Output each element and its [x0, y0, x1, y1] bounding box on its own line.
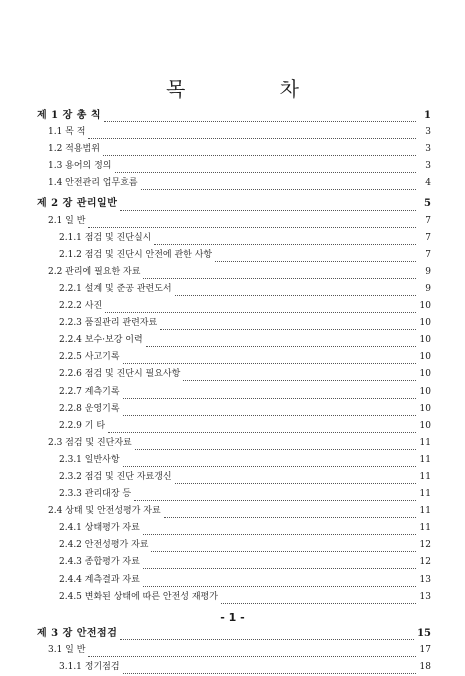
toc-entry[interactable]	[37, 141, 431, 158]
toc-leader-dots	[143, 558, 416, 569]
toc-leader-dots	[115, 162, 416, 173]
toc-entry-page: 11	[419, 506, 431, 517]
toc-entry-label: 2.2.7 계측기록	[59, 386, 120, 397]
toc-entry-label: 2.2.1 설계 및 준공 관련도서	[59, 283, 172, 294]
toc-entry-page: 7	[425, 249, 431, 260]
page-title: 목 차	[166, 77, 343, 102]
toc-entry[interactable]	[37, 213, 431, 230]
toc-entry[interactable]	[37, 247, 431, 264]
toc-entry[interactable]	[37, 298, 431, 315]
toc-entry[interactable]	[37, 452, 431, 469]
table-of-contents	[37, 107, 431, 676]
toc-entry[interactable]	[37, 401, 431, 418]
toc-leader-dots	[123, 663, 416, 674]
toc-entry-label: 2.1.2 점검 및 진단시 안전에 관한 사항	[59, 249, 213, 260]
toc-entry[interactable]	[37, 230, 431, 247]
toc-entry[interactable]	[37, 554, 431, 571]
toc-entry-page: 10	[419, 335, 431, 346]
toc-entry-label: 1.3 용어의 정의	[48, 161, 112, 172]
toc-entry[interactable]	[37, 537, 431, 554]
toc-entry-page: 10	[419, 403, 431, 414]
page-number: - 1 -	[220, 611, 245, 624]
toc-leader-dots	[143, 268, 416, 279]
toc-entry-page: 3	[425, 144, 431, 155]
toc-leader-dots	[221, 593, 416, 604]
toc-entry-page: 11	[419, 437, 431, 448]
toc-entry-page: 13	[419, 574, 431, 585]
toc-entry-label: 2.1.1 점검 및 진단실시	[59, 232, 152, 243]
toc-leader-dots	[103, 145, 416, 156]
toc-entry-page: 17	[419, 644, 431, 655]
toc-entry-page: 5	[424, 198, 431, 210]
toc-entry-page: 7	[425, 232, 431, 243]
toc-entry-label: 1.1 목 적	[48, 127, 86, 138]
toc-leader-dots	[175, 285, 416, 296]
toc-leader-dots	[146, 336, 416, 347]
toc-leader-dots	[154, 234, 416, 245]
toc-entry-label: 1.2 적용범위	[48, 144, 100, 155]
toc-entry[interactable]	[37, 520, 431, 537]
toc-entry-label: 2.2.9 기 타	[59, 420, 106, 431]
toc-leader-dots	[183, 370, 416, 381]
toc-entry-label: 1.4 안전관리 업무흐름	[48, 178, 138, 189]
toc-entry[interactable]	[37, 642, 431, 659]
toc-entry[interactable]	[37, 503, 431, 520]
toc-leader-dots	[88, 646, 416, 657]
toc-entry-label: 3.1.1 정기점검	[59, 661, 120, 672]
toc-entry-page: 9	[425, 266, 431, 277]
toc-entry-label: 2.1 일 반	[48, 215, 86, 226]
toc-entry-label: 2.4.5 변화된 상태에 따른 안전성 재평가	[59, 591, 218, 602]
toc-entry[interactable]	[37, 175, 431, 192]
toc-entry[interactable]	[37, 332, 431, 349]
toc-entry-label: 2.4 상태 및 안전성평가 자료	[48, 506, 161, 517]
toc-entry-label: 2.4.4 계측결과 자료	[59, 574, 140, 585]
toc-entry-page: 11	[419, 523, 431, 534]
toc-entry-label: 제 1 장 총 칙	[37, 110, 102, 121]
toc-entry-page: 12	[419, 557, 431, 568]
toc-entry-page: 10	[419, 318, 431, 329]
toc-entry-label: 2.2.5 사고기록	[59, 352, 120, 363]
toc-entry-page: 13	[419, 591, 431, 602]
toc-leader-dots	[123, 405, 416, 416]
toc-entry-page: 4	[425, 178, 431, 189]
toc-entry-label: 2.3.1 일반사항	[59, 454, 120, 465]
toc-leader-dots	[215, 251, 416, 262]
toc-entry-label: 2.2.3 품질관리 관련자료	[59, 318, 158, 329]
toc-leader-dots	[123, 456, 416, 467]
toc-chapter[interactable]	[37, 195, 431, 212]
toc-entry-label: 제 2 장 관리일반	[37, 198, 118, 210]
toc-entry-page: 12	[419, 540, 431, 551]
toc-entry-page: 11	[419, 489, 431, 500]
toc-leader-dots	[104, 111, 416, 122]
toc-entry-page: 18	[419, 661, 431, 672]
toc-leader-dots	[120, 629, 414, 640]
toc-entry-page: 11	[419, 454, 431, 465]
toc-entry-page: 10	[419, 386, 431, 397]
toc-entry-label: 제 3 장 안전점검	[37, 627, 118, 639]
toc-entry-page: 10	[419, 301, 431, 312]
toc-entry-page: 3	[425, 161, 431, 172]
toc-leader-dots	[164, 507, 416, 518]
toc-leader-dots	[108, 422, 416, 433]
toc-chapter[interactable]	[37, 625, 431, 642]
toc-entry-page: 3	[425, 127, 431, 138]
toc-entry-page: 10	[419, 420, 431, 431]
toc-entry-page: 10	[419, 369, 431, 380]
toc-entry-label: 2.4.3 종합평가 자료	[59, 557, 140, 568]
toc-entry[interactable]	[37, 281, 431, 298]
toc-leader-dots	[120, 200, 416, 211]
toc-entry-page: 1	[424, 110, 431, 121]
toc-leader-dots	[123, 353, 416, 364]
toc-entry[interactable]	[37, 264, 431, 281]
toc-chapter[interactable]	[37, 107, 431, 124]
toc-entry-label: 2.3.2 점검 및 진단 자료갱신	[59, 471, 172, 482]
toc-entry-label: 2.2.8 운영기록	[59, 403, 120, 414]
toc-leader-dots	[105, 302, 416, 313]
toc-entry[interactable]	[37, 124, 431, 141]
toc-entry[interactable]	[37, 572, 431, 589]
toc-entry[interactable]	[37, 659, 431, 676]
toc-entry[interactable]	[37, 486, 431, 503]
toc-entry-label: 2.2.6 점검 및 진단시 필요사항	[59, 369, 181, 380]
toc-leader-dots	[88, 128, 416, 139]
toc-entry-label: 2.3 점검 및 진단자료	[48, 437, 132, 448]
toc-entry[interactable]	[37, 349, 431, 366]
toc-leader-dots	[134, 490, 416, 501]
toc-leader-dots	[143, 576, 416, 587]
toc-entry[interactable]	[37, 469, 431, 486]
toc-entry-page: 9	[425, 283, 431, 294]
toc-entry-page: 15	[417, 627, 431, 639]
toc-leader-dots	[151, 541, 416, 552]
toc-leader-dots	[88, 217, 416, 228]
toc-entry[interactable]	[37, 384, 431, 401]
toc-leader-dots	[135, 439, 416, 450]
toc-leader-dots	[175, 473, 416, 484]
toc-entry-label: 2.2.2 사진	[59, 301, 103, 312]
toc-entry[interactable]	[37, 158, 431, 175]
toc-entry[interactable]	[37, 589, 431, 606]
toc-entry-page: 7	[425, 215, 431, 226]
toc-entry-label: 2.4.2 안전성평가 자료	[59, 540, 149, 551]
toc-entry-label: 2.3.3 관리대장 등	[59, 489, 132, 500]
toc-entry-label: 2.2.4 보수·보강 이력	[59, 335, 143, 346]
toc-entry[interactable]	[37, 366, 431, 383]
toc-entry-page: 10	[419, 352, 431, 363]
toc-entry[interactable]	[37, 315, 431, 332]
toc-entry[interactable]	[37, 418, 431, 435]
toc-leader-dots	[160, 319, 416, 330]
toc-entry-page: 11	[419, 471, 431, 482]
toc-leader-dots	[123, 388, 416, 399]
toc-entry[interactable]	[37, 435, 431, 452]
toc-leader-dots	[141, 179, 416, 190]
toc-entry-label: 2.4.1 상태평가 자료	[59, 523, 140, 534]
toc-entry-label: 3.1 일 반	[48, 644, 86, 655]
toc-entry-label: 2.2 관리에 필요한 자료	[48, 266, 141, 277]
toc-leader-dots	[143, 524, 416, 535]
